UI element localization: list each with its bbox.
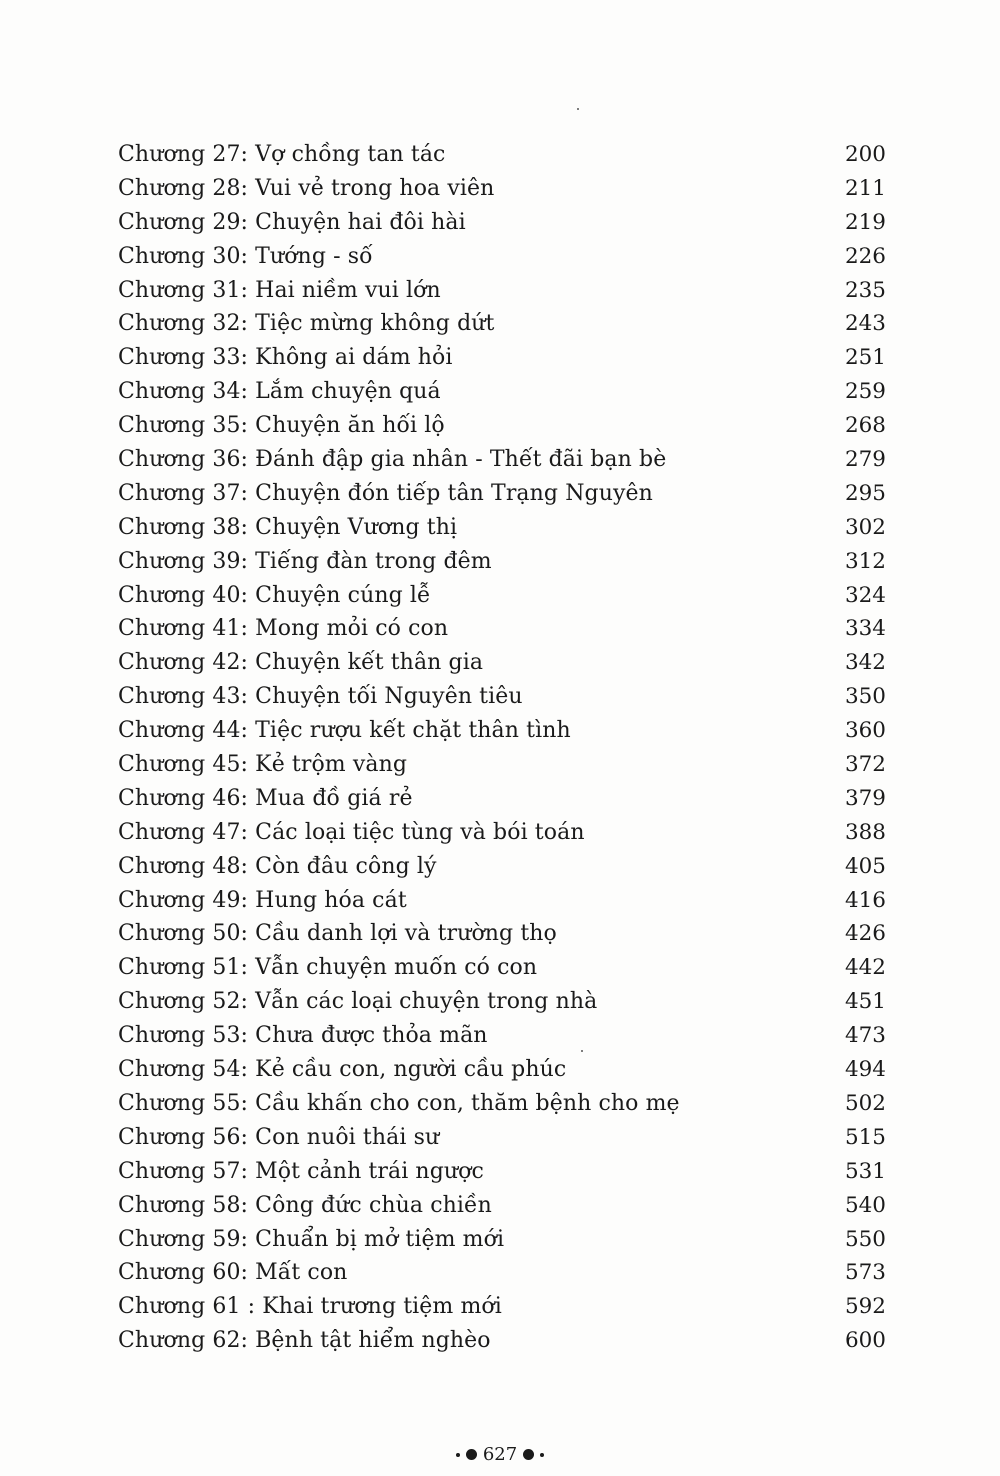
toc-entry-title: Chương 58: Công đức chùa chiền [118, 1192, 492, 1218]
toc-entry-page-number: 235 [844, 277, 886, 303]
toc-entry [118, 409, 886, 443]
toc-entry-page-number: 405 [844, 853, 886, 879]
toc-entry-page-number: 372 [844, 752, 886, 778]
toc-entry [118, 884, 886, 918]
toc-entry-page-number: 200 [844, 142, 886, 167]
toc-entry-page-number: 379 [844, 785, 886, 811]
toc-entry-title: Chương 30: Tướng - số [118, 243, 373, 269]
toc-entry-page-number: 416 [844, 887, 886, 913]
toc-entry-page-number: 312 [844, 548, 886, 574]
toc-entry [118, 443, 886, 477]
toc-entry-page-number: 211 [844, 175, 886, 201]
footer-ornament-dot [456, 1453, 460, 1457]
toc-entry [118, 172, 886, 206]
toc-entry-page-number: 219 [844, 209, 886, 235]
toc-entry-page-number: 388 [844, 819, 886, 845]
toc-entry-page-number: 342 [844, 650, 886, 676]
toc-entry [118, 1121, 886, 1155]
toc-entry [118, 985, 886, 1019]
toc-entry-page-number: 573 [844, 1260, 886, 1286]
toc-entry [118, 816, 886, 850]
toc-entry-title: Chương 42: Chuyện kết thân gia [118, 650, 484, 676]
toc-entry [118, 1223, 886, 1257]
toc-entry-page-number: 426 [844, 921, 886, 947]
toc-entry [118, 646, 886, 680]
toc-entry-title: Chương 41: Mong mỏi có con [118, 616, 449, 642]
toc-entry-title: Chương 36: Đánh đập gia nhân - Thết đãi bạn bè [118, 447, 667, 473]
toc-entry-title: Chương 59: Chuẩn bị mở tiệm mới [118, 1226, 505, 1252]
toc-entry [118, 511, 886, 545]
toc-entry-page-number: 226 [844, 243, 886, 269]
toc-entry [118, 477, 886, 511]
toc-entry-title: Chương 52: Vẫn các loại chuyện trong nhà [118, 989, 598, 1015]
toc-entry-title: Chương 49: Hung hóa cát [118, 887, 407, 913]
toc-entry-title: Chương 55: Cầu khấn cho con, thăm bệnh cho mẹ [118, 1090, 680, 1116]
toc-entry [118, 714, 886, 748]
toc-entry-title: Chương 45: Kẻ trộm vàng [118, 752, 408, 778]
toc-entry-page-number: 279 [844, 447, 886, 473]
toc-entry [118, 917, 886, 951]
toc-entry [118, 1155, 886, 1189]
toc-entry-page-number: 324 [844, 582, 886, 608]
toc-entry [118, 274, 886, 308]
toc-entry-page-number: 451 [844, 989, 886, 1015]
toc-entry-title: Chương 33: Không ai dám hỏi [118, 345, 453, 371]
footer-ornament-dot [540, 1453, 544, 1457]
toc-entry [118, 680, 886, 714]
toc-entry-title: Chương 29: Chuyện hai đôi hài [118, 209, 466, 235]
toc-entry [118, 206, 886, 240]
toc-entry-page-number: 302 [844, 514, 886, 540]
toc-entry [118, 782, 886, 816]
toc-entry-title: Chương 39: Tiếng đàn trong đêm [118, 548, 492, 574]
toc-entry-title: Chương 56: Con nuôi thái sư [118, 1124, 440, 1150]
toc-entry [118, 850, 886, 884]
toc-entry-page-number: 360 [844, 718, 886, 744]
toc-entry-page-number: 295 [844, 480, 886, 506]
toc-entry [118, 1324, 886, 1358]
toc-entry-title: Chương 37: Chuyện đón tiếp tân Trạng Nguyên [118, 480, 653, 506]
toc-entry-title: Chương 40: Chuyện cúng lễ [118, 582, 431, 608]
toc-entry [118, 375, 886, 409]
toc-entry [118, 240, 886, 274]
toc-entry-title: Chương 57: Một cảnh trái ngược [118, 1158, 484, 1184]
toc-entry-page-number: 251 [844, 345, 886, 371]
toc-entry-title: Chương 48: Còn đâu công lý [118, 853, 437, 879]
toc-entry-page-number: 540 [844, 1192, 886, 1218]
toc-entry-page-number: 494 [844, 1057, 886, 1083]
toc-entry-page-number: 550 [844, 1226, 886, 1252]
toc-entry [118, 612, 886, 646]
toc-entry [118, 1189, 886, 1223]
toc-entry [118, 951, 886, 985]
toc-entry-page-number: 350 [844, 684, 886, 710]
toc-entry-title: Chương 35: Chuyện ăn hối lộ [118, 413, 445, 439]
footer-page-number: 627 [482, 1444, 518, 1465]
toc-entry [118, 545, 886, 579]
toc-entry-title: Chương 54: Kẻ cầu con, người cầu phúc [118, 1057, 567, 1083]
toc-entry [118, 307, 886, 341]
toc-entry [118, 1053, 886, 1087]
toc-entry-title: Chương 53: Chưa được thỏa mãn [118, 1023, 488, 1049]
toc-entry-title: Chương 43: Chuyện tối Nguyên tiêu [118, 684, 523, 710]
toc-entry-title: Chương 31: Hai niềm vui lớn [118, 277, 441, 303]
toc-entry-page-number: 334 [844, 616, 886, 642]
toc-entry [118, 579, 886, 613]
toc-entry [118, 1290, 886, 1324]
toc-entry-title: Chương 34: Lắm chuyện quá [118, 379, 441, 405]
toc-entry-page-number: 442 [844, 955, 886, 981]
toc-entry-title: Chương 32: Tiệc mừng không dứt [118, 311, 495, 337]
footer-ornament-dot [523, 1449, 534, 1460]
toc-entry-page-number: 259 [844, 379, 886, 405]
toc-entry-page-number: 600 [844, 1328, 886, 1354]
toc-entry-title: Chương 38: Chuyện Vương thị [118, 514, 458, 540]
toc-entry-page-number: 515 [844, 1124, 886, 1150]
toc-entry-page-number: 268 [844, 413, 886, 439]
toc-entry-title: Chương 62: Bệnh tật hiểm nghèo [118, 1328, 491, 1354]
toc-entry-page-number: 243 [844, 311, 886, 337]
toc-entry [118, 748, 886, 782]
paper-speck [577, 108, 579, 110]
toc-entry-title: Chương 46: Mua đồ giá rẻ [118, 785, 413, 811]
toc-entry-title: Chương 47: Các loại tiệc tùng và bói toán [118, 819, 585, 845]
toc-entry [118, 341, 886, 375]
page-footer [0, 1444, 1000, 1465]
toc-entry-page-number: 473 [844, 1023, 886, 1049]
footer-ornament-dot [466, 1449, 477, 1460]
toc-entry-title: Chương 44: Tiệc rượu kết chặt thân tình [118, 718, 571, 744]
toc-entry [118, 138, 886, 172]
toc-entry [118, 1087, 886, 1121]
table-of-contents [118, 138, 886, 1358]
toc-entry [118, 1019, 886, 1053]
toc-entry-title: Chương 61 : Khai trương tiệm mới [118, 1294, 502, 1320]
toc-entry-page-number: 531 [844, 1158, 886, 1184]
toc-entry-title: Chương 50: Cầu danh lợi và trường thọ [118, 921, 557, 947]
toc-entry-title: Chương 60: Mất con [118, 1260, 348, 1286]
toc-entry-title: Chương 27: Vợ chồng tan tác [118, 142, 446, 167]
toc-entry-title: Chương 28: Vui vẻ trong hoa viên [118, 175, 495, 201]
toc-entry-page-number: 502 [844, 1090, 886, 1116]
toc-entry-title: Chương 51: Vẫn chuyện muốn có con [118, 955, 538, 981]
toc-entry [118, 1256, 886, 1290]
toc-entry-page-number: 592 [844, 1294, 886, 1320]
